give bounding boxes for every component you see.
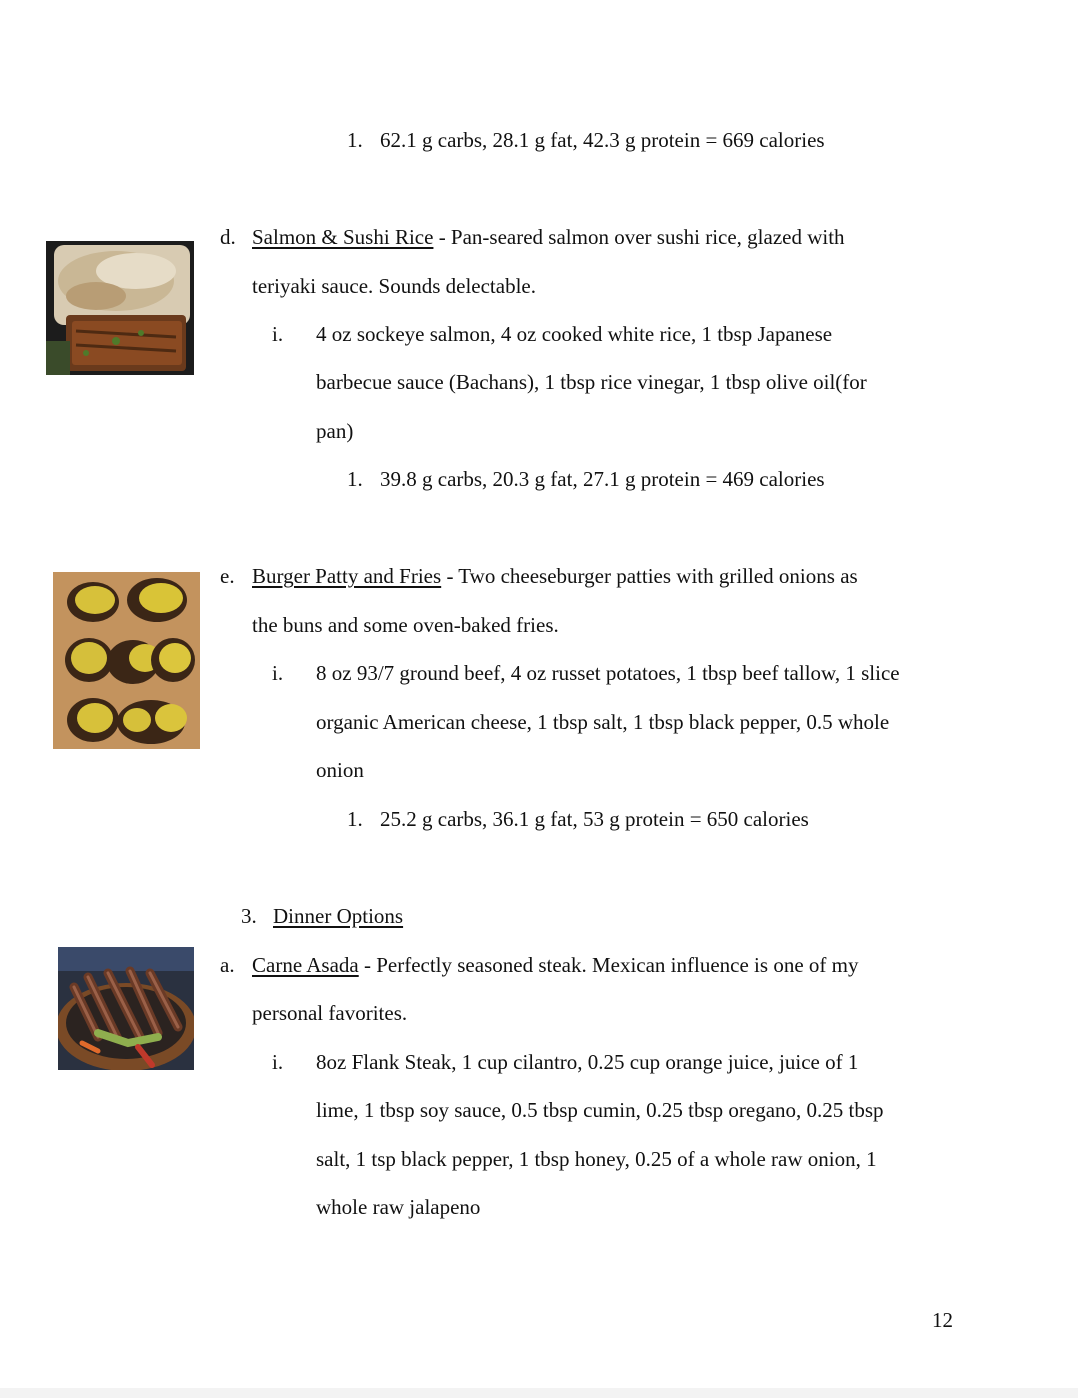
salmon-description-line-2: teriyaki sauce. Sounds delectable. [252,274,536,298]
dinner-marker: 3. [241,904,257,928]
salmon-macros: 39.8 g carbs, 20.3 g fat, 27.1 g protein = 469 calories [380,467,825,491]
salmon-macros-marker: 1. [347,467,363,491]
burger-patty-photo [53,572,200,749]
burger-ingredients-line-2: organic American cheese, 1 tbsp salt, 1 tbsp black pepper, 0.5 whole [316,710,890,734]
salmon-ingredients-line-1: 4 oz sockeye salmon, 4 oz cooked white rice, 1 tbsp Japanese [316,322,833,346]
burger-marker: e. [220,564,235,588]
burger-title: Burger Patty and Fries [252,564,442,588]
dinner-options-heading: Dinner Options [273,904,404,928]
carne-ingredients-marker: i. [272,1050,284,1074]
carne-title: Carne Asada [252,953,359,977]
salmon-marker: d. [220,225,236,249]
carne-ingredients-line-3: salt, 1 tsp black pepper, 1 tbsp honey, 0.25 of a whole raw onion, 1 [316,1147,877,1171]
carne-description-line-2: personal favorites. [252,1001,408,1025]
salmon-desc: - Pan-seared salmon over sushi rice, glazed with [433,225,845,249]
carne-ingredients-line-4: whole raw jalapeno [316,1195,481,1219]
burger-ingredients-line-3: onion [316,758,364,782]
salmon-ingredients-marker: i. [272,322,284,346]
salmon-rice-photo [46,241,194,375]
burger-macros-marker: 1. [347,807,363,831]
carne-asada-photo [58,947,194,1070]
page-bottom-edge [0,1388,1078,1398]
burger-description-line-1 [252,563,858,589]
carne-ingredients-line-2: lime, 1 tbsp soy sauce, 0.5 tbsp cumin, 0.25 tbsp oregano, 0.25 tbsp [316,1098,884,1122]
carne-desc: - Perfectly seasoned steak. Mexican influence is one of my [358,953,859,977]
burger-ingredients-line-1: 8 oz 93/7 ground beef, 4 oz russet potatoes, 1 tbsp beef tallow, 1 slice [316,661,900,685]
burger-macros: 25.2 g carbs, 36.1 g fat, 53 g protein = 650 calories [380,807,809,831]
burger-description-line-2: the buns and some oven-baked fries. [252,613,559,637]
salmon-description-line-1 [252,224,845,250]
salmon-ingredients-line-3: pan) [316,419,354,443]
burger-desc: - Two cheeseburger patties with grilled onions as [441,564,858,588]
macros-marker: 1. [347,128,363,152]
carne-description-line-1 [252,952,858,978]
burger-ingredients-marker: i. [272,661,284,685]
carne-marker: a. [220,953,235,977]
prev-macros-text: 62.1 g carbs, 28.1 g fat, 42.3 g protein = 669 calories [380,128,825,152]
page-number: 12 [932,1308,953,1332]
salmon-ingredients-line-2: barbecue sauce (Bachans), 1 tbsp rice vinegar, 1 tbsp olive oil(for [316,370,867,394]
carne-ingredients-line-1: 8oz Flank Steak, 1 cup cilantro, 0.25 cup orange juice, juice of 1 [316,1050,859,1074]
salmon-title: Salmon & Sushi Rice [252,225,434,249]
